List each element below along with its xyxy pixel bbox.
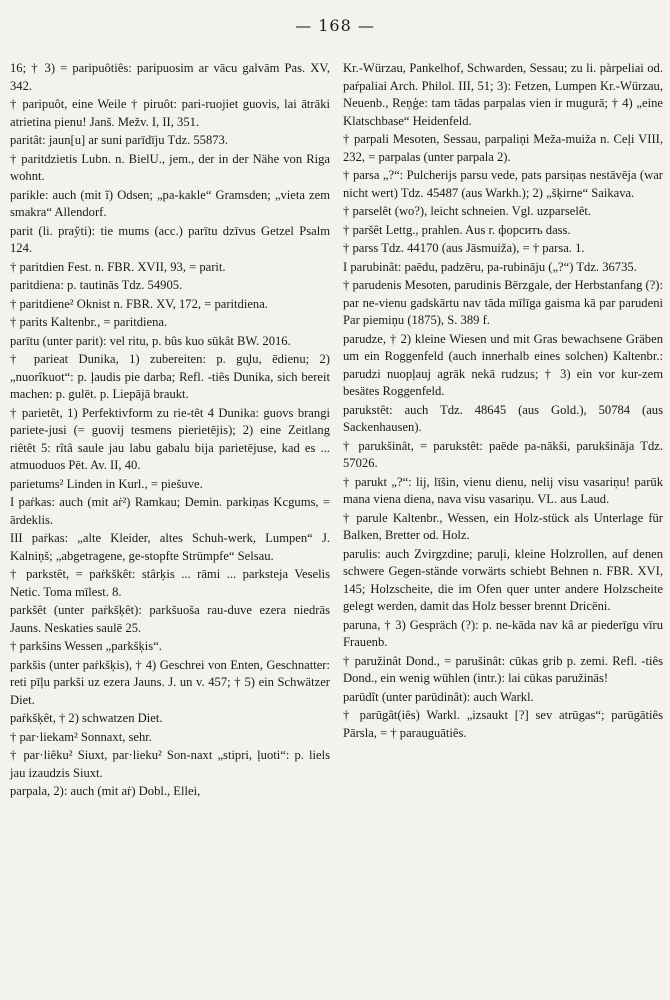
left-column bbox=[10, 60, 330, 802]
entry: parkšêt (unter paṙkšķêt): parkšuoša rau-duve ezera niedrās Jauns. Neskaties saulē 25. bbox=[10, 603, 330, 635]
entry: parūdît (unter parūdinât): auch Warkl. bbox=[343, 689, 534, 704]
entry: III paṙkas: „alte Kleider, altes Schuh-werk, Lumpen“ J. Kalniņš; „abgetragene, ge-stopfte Strümpfe“ Selsau. bbox=[10, 531, 330, 563]
entry: I paṙkas: auch (mit aṙ²) Ramkau; Demin. parkiņas Kcgums, = ārdeklis. bbox=[10, 495, 330, 527]
entry: parītu (unter parit): vel ritu, p. bûs kuo sūkât BW. 2016. bbox=[10, 333, 291, 348]
entry: † parpali Mesoten, Sessau, parpaliņi Meža-muiža n. Ceļi VIII, 232, = parpalas (unter parpala 2). bbox=[343, 132, 663, 164]
entry: † paršêt Lettg., prahlen. Aus r. форсить dass. bbox=[343, 222, 571, 237]
entry: † par·liekam² Sonnaxt, sehr. bbox=[10, 729, 152, 744]
entry: I parubinât: paēdu, padzēru, pa-rubināju („?“) Tdz. 36735. bbox=[343, 259, 637, 274]
entry: † paripuôt, eine Weile † piruôt: pari-ruojiet guovis, lai ātrāki atrietina pienu! Janš. Mežv. I, II, 351. bbox=[10, 97, 330, 129]
entry: paruna, † 3) Gespräch (?): p. ne-kāda nav kâ ar piederīgu vīru Frauenb. bbox=[343, 617, 663, 649]
entry: parpala, 2): auch (mit aṙ) Dobl., Ellei, bbox=[10, 784, 201, 798]
entry: parikle: auch (mit ĩ) Odsen; „pa-kakle“ Gramsden; „vieta zem smakra“ Allendorf. bbox=[10, 187, 330, 219]
entry: parulis: auch Zvirgzdine; paruļi, kleine Holzrollen, auf denen schwere Gegen-stände vorwärts schiebt Behnen n. FBR. XVI, 145; Holzscheite, die im Ofen quer unter andere Holzscheite gelegt werden, damit das Holz besser brennt Dricēni. bbox=[343, 546, 663, 613]
page-number: — 168 — bbox=[295, 16, 375, 35]
entry: † parss Tdz. 44170 (aus Jāsmuiža), = † parsa. 1. bbox=[343, 241, 585, 255]
entry: † parsa „?“: Pulcherijs parsu vede, pats parsiņas nestāvēja (war nicht wert) Tdz. 45487 (aus Warkh.); 2) „šķirne“ Saikava. bbox=[343, 168, 663, 200]
right-column bbox=[343, 60, 663, 743]
entry: paṙkšķêt, † 2) schwatzen Diet. bbox=[10, 711, 163, 725]
entry: † parule Kaltenbr., Wessen, ein Holz-stück als Unterlage für Balken, Bretter od. Holz. bbox=[343, 510, 663, 542]
entry: † parukt „?“: lij, līšin, vienu dienu, nelij visu vasariņu! parūk mana viena diena, nava visu vasariņu. VL. aus Laud. bbox=[343, 474, 663, 506]
entry: † parietêt, 1) Perfektivform zu rie-têt 4 Dunika: guovs brangi pariete-jusi (= guovij tesmens pierietējis); 2) eine Zeitlang riêtêt 5: rîtâ saule jau labu gabalu bija parietējuse, kad es ... atmuoduos Pēt. Av. II, 40. bbox=[10, 405, 330, 472]
entry: parit (li. pray̆ti): tie mums (acc.) parītu dzīvus Getzel Psalm 124. bbox=[10, 223, 330, 255]
entry: parukstêt: auch Tdz. 48645 (aus Gold.), 50784 (aus Sackenhausen). bbox=[343, 402, 663, 434]
entry: † paritdien Fest. n. FBR. XVII, 93, = parit. bbox=[10, 259, 226, 274]
entry: † parkšins Wessen „parkšķis“. bbox=[10, 639, 162, 653]
entry: † parudenis Mesoten, parudinis Bērzgale, der Herbstanfang (?): par ne-vienu gadskārtu nav tāda mīlīga gaisma kā par parudeni Par piemiņu (1875), S. 389 f. bbox=[343, 278, 663, 327]
entry: † parukšinât, = parukstêt: paēde pa-nākši, parukšināja Tdz. 57026. bbox=[343, 438, 663, 470]
entry: parietums² Linden in Kurl., = piešuve. bbox=[10, 476, 203, 491]
entry: † parits Kaltenbr., = paritdiena. bbox=[10, 315, 168, 329]
entry: Kr.-Würzau, Pankelhof, Schwarden, Sessau; zu li. pàrpeliai od. paŕpaliai Arch. Philol. III, 51; 3): Fetzen, Lumpen Kr.-Würzau, Neuenb., Reņģe: tam tādas parpalas vien ir mugurā; † 4) „eine Klatschbase“ Heidenfeld. bbox=[343, 61, 663, 128]
entry: parkšis (unter paṙkšķis), † 4) Geschrei von Enten, Geschnatter: reti pīļu parkši uz ezera Jauns. J. un v. 457; † 5) ein Schwätzer Diet. bbox=[10, 657, 330, 707]
entry: † parieat Dunika, 1) zubereiten: p. gu̧lu, ēdienu; 2) „nuorîkuot“: p. ļaudis pie darba; Refl. -tiês Dunika, sich bereit machen: p. gulēt. p. Liepājā braukt. bbox=[10, 352, 330, 401]
entry: † paružinât Dond., = parušinât: cūkas grib p. zemi. Refl. -tiês Dond., ein wenig wühlen (intr.): lai cūkas paružinās! bbox=[343, 653, 663, 685]
entry: † paritdiene² Oknist n. FBR. XV, 172, = paritdiena. bbox=[10, 296, 268, 311]
entry: † parselêt (wo?), leicht schneien. Vgl. uzparselêt. bbox=[343, 204, 592, 218]
entry: † parkstêt, = paṙkškêt: stârķis ... rāmi ... parksteja Veselis Netic. Toma mīlest. 8. bbox=[10, 567, 330, 599]
entry: parudze, † 2) kleine Wiesen und mit Gras bewachsene Gräben um ein Roggenfeld (auch innerhalb eines solchen) Kaltenbr.: parudzi nuopļauj agrāk nekā rudzus; † 3) ein vor kur-zem besätes Roggenfeld. bbox=[343, 331, 663, 398]
entry: 16; † 3) = paripuôtiês: paripuosim ar vācu galvām Pas. XV, 342. bbox=[10, 61, 330, 93]
entry: † parūgât(iês) Warkl. „izsaukt [?] sev atrūgas“; parūgātiês Pārsla, = † parauguātiês. bbox=[343, 708, 663, 740]
entry: paritdiena: p. tautinās Tdz. 54905. bbox=[10, 278, 183, 292]
entry: † par·liêku² Siuxt, par·lieku² Son-naxt „stipri, ļuoti“: p. liels jau izaudzis Siuxt. bbox=[10, 748, 330, 780]
entry: paritât: jaun[u] ar suni parīdīju Tdz. 55873. bbox=[10, 133, 229, 147]
entry: † paritdzietis Lubn. n. BielU., jem., der in der Nähe von Riga wohnt. bbox=[10, 151, 330, 183]
